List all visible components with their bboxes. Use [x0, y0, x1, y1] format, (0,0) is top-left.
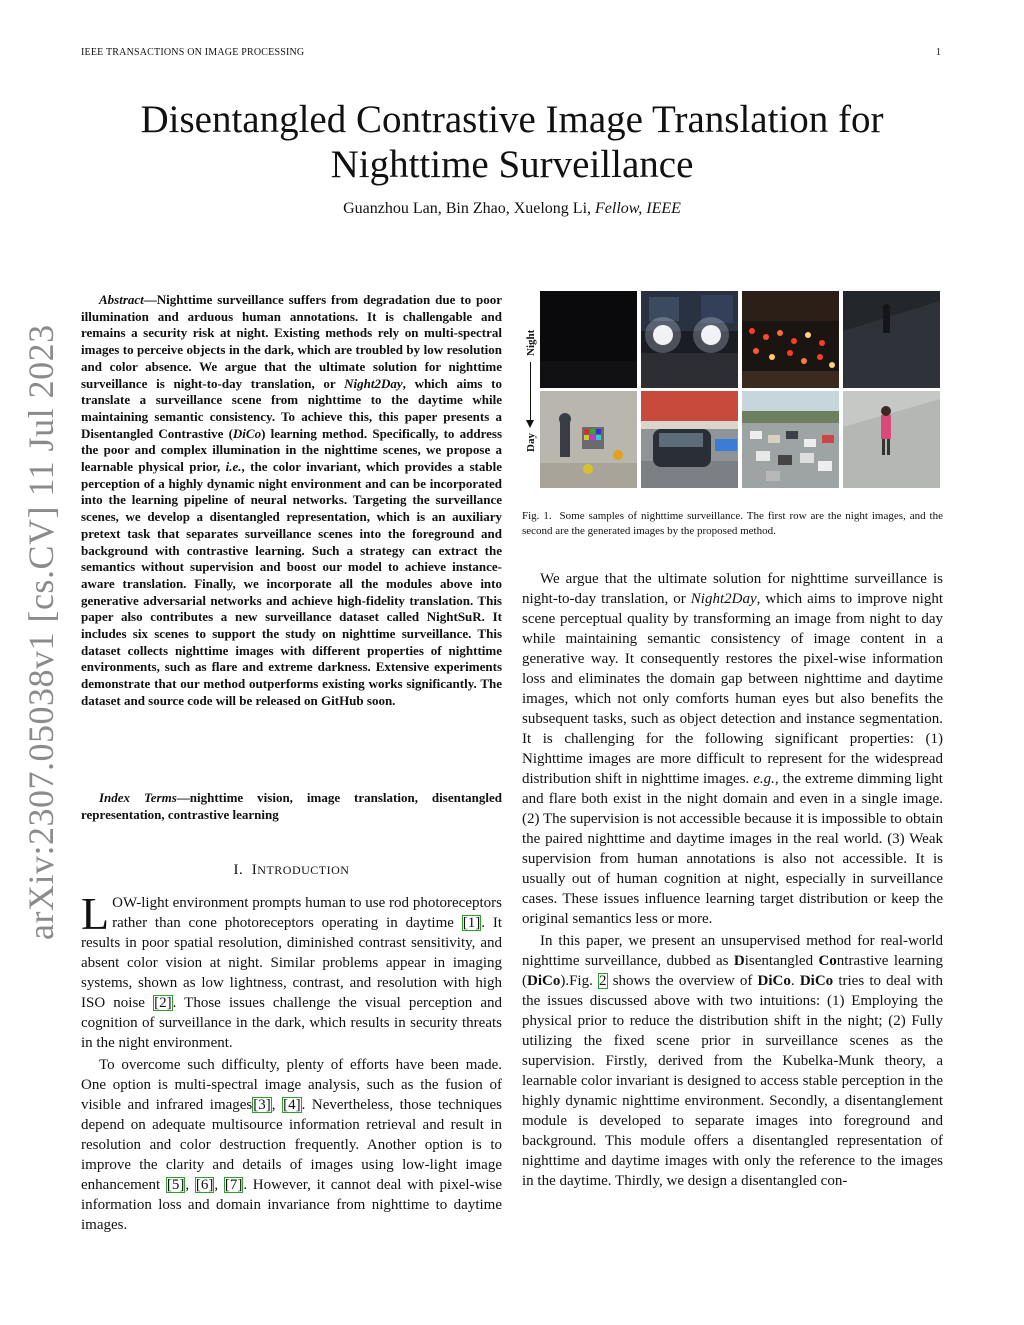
right-p2-e: shows the overview of [607, 973, 758, 989]
row-label-day: Day [525, 433, 537, 452]
intro-p2-sep2: , [214, 1177, 224, 1193]
intro-p2-a: To overcome such difficulty, plenty of efforts have been made. One option is multi-spectral image analysis, such as the fusion of visible and infrared images [81, 1057, 502, 1113]
intro-left-column [81, 888, 503, 1235]
citation-5[interactable]: [5] [166, 1177, 185, 1193]
citation-2[interactable]: [2] [154, 995, 172, 1011]
abstract-text-2: , which aims to translate a surveillance scene from nighttime to the daytime while maintaining semantic consistency. To achieve this, this paper presents a Disentangled Contrastive ( [81, 375, 502, 441]
intro-p2-sep1: , [185, 1177, 195, 1193]
right-p2-a: In this paper, we present an unsupervised method for real-world nighttime surveillance, dubbed as [522, 933, 943, 969]
right-p2-d: ).Fig. [560, 973, 599, 989]
figure-night-image-1 [540, 291, 637, 388]
figure-night-image-2 [641, 291, 738, 388]
right-p1-a: We argue that the ultimate solution for nighttime surveillance is night-to-day translation, or [522, 571, 943, 607]
figure-1-caption [522, 509, 943, 539]
figure-1-caption-text: Some samples of nighttime surveillance. The first row are the night images, and the second are the generated images by the proposed method. [522, 510, 943, 537]
figure-1-label: Fig. 1. [522, 510, 552, 522]
citation-7[interactable]: [7] [224, 1177, 243, 1193]
right-p2-b: isentangled [744, 953, 819, 969]
abstract-label: Abstract [99, 292, 144, 307]
abstract-text-4: , the color invariant, which provides a stable perception of a highly dynamic night environment and can be incorporated into the learning pipeline of neural networks. Targeting the surveillance scenes, we develop a disentangled representation, which is an auxiliary pretext task that separates surveillance scenes into the foreground and background with contrastive learning. Such a strategy can extract the semantics without supervision and boost our model to achieve instance-aware translation. Finally, we incorporate all the modules above into generative adversarial networks and achieve high-fidelity translation. This paper also contributes a new surveillance dataset called NightSuR. It includes six scenes to support the study on nighttime surveillance. This dataset collects nighttime images with different properties of nighttime environments, such as flare and extreme darkness. Extensive experiments demonstrate that our method outperforms existing works significantly. The dataset and source code will be released on GitHub soon. [81, 459, 502, 708]
arxiv-stamp: arXiv:2307.05038v1 [cs.CV] 11 Jul 2023 [21, 324, 61, 940]
intro-p1-a: OW-light environment prompts human to use rod photoreceptors rather than cone photoreceptors operating in daytime [112, 895, 502, 931]
figure-night-image-3 [742, 291, 839, 388]
section-title-first: I [251, 862, 258, 878]
dropcap: L [81, 888, 110, 939]
abstract-dash: — [143, 292, 157, 307]
citation-1[interactable]: [1] [462, 915, 481, 931]
figure-night-image-4 [843, 291, 940, 388]
right-p1-italic-eg: e.g. [753, 771, 775, 787]
right-p2-dico-2: DiCo [757, 973, 791, 989]
author-suffix: Fellow, IEEE [595, 200, 681, 217]
abstract [81, 292, 502, 710]
intro-p2-c: . Nevertheless, those techniques depend on adequate multisource information retrieval and result in resolution and color destruction frequently. Another option is to improve the clarity and details of images using low-light image enhancement [81, 1097, 503, 1193]
right-p1-italic-night2day: Night2Day [690, 591, 757, 607]
night-to-day-arrow-line [530, 362, 531, 424]
abstract-italic-night2day: Night2Day [344, 375, 403, 391]
index-terms-text: nighttime vision, image translation, disentangled representation, contrastive learning [81, 790, 502, 822]
right-p1-c: , the extreme dimming light and flare both exist in the night domain and even in a single image. (2) The supervision is not accessible because it is impossible to obtain the paired nighttime and daytime images in the real world. (3) Weak supervision from human annotations is also not accessible. It is usually out of human cognition at night, especially in surveillance cases. These issues influence learning target distribution or keep the original semantics less or more. [522, 771, 943, 927]
figure-day-image-4 [843, 391, 940, 488]
citation-6[interactable]: [6] [195, 1177, 214, 1193]
section-title-rest: NTRODUCTION [257, 863, 350, 877]
section-heading-introduction [81, 862, 502, 879]
citation-4[interactable]: [4] [283, 1097, 301, 1113]
index-terms [81, 790, 502, 823]
right-p2-g: tries to deal with the issues discussed above with two intuitions: (1) Employing the physical prior to reduce the distribution shift in the night; (2) Fully utilizing the fixed scene prior in surveillance scenes as the supervision. Firstly, derived from the Kubelka-Munk theory, a learnable color invariant is designed to access stable perception in the highly dynamic nighttime environment. Secondly, a disentanglement module is developed to separate images into foreground and background. This module offers a disentangled representation of nighttime and daytime images with only the reference to the images in the daytime. Thirdly, we design a disentangled con- [522, 973, 944, 1189]
night-to-day-arrow-head [526, 420, 534, 428]
right-p2-dico-1: DiCo [527, 973, 561, 989]
section-number: I. [233, 862, 244, 878]
figure-day-image-3 [742, 391, 839, 488]
index-terms-label: Index Terms [99, 790, 177, 805]
abstract-text-3: ) learning method. Specifically, to address the poor and complex illumination in the nighttime scenes, we propose a learnable physical prior, [81, 425, 503, 475]
intro-p2-d: . However, it cannot deal with pixel-wise information loss and domain invariance from nighttime to daytime images. [81, 1177, 503, 1233]
right-p2-bold-co: Co [818, 953, 837, 969]
running-header: IEEE TRANSACTIONS ON IMAGE PROCESSING [81, 47, 305, 58]
right-p2-f: . [790, 973, 800, 989]
abstract-italic-dico: DiCo [232, 425, 262, 441]
right-p1-b: , which aims to improve night scene perceptual quality by transforming an image from night to day while maintaining semantic consistency of image content in a generative way. It consequently restores the pixel-wise information loss and eliminates the domain gap between nighttime and daytime images, which not only comforts human eyes but also benefits the subsequent tasks, such as object detection and instance segmentation. It is challenging for the following significant properties: (1) Nighttime images are more difficult to represent for the widespread distribution shift in nighttime images. [522, 591, 943, 787]
figure-2-reference[interactable]: 2 [599, 973, 607, 989]
index-terms-dash: — [176, 790, 190, 805]
citation-3[interactable]: [3] [253, 1097, 271, 1113]
page-number: 1 [936, 47, 942, 58]
author-names: Guanzhou Lan, Bin Zhao, Xuelong Li, [343, 200, 592, 217]
intro-p2-sep: , [271, 1097, 283, 1113]
paper-title: Disentangled Contrastive Image Translation for Nighttime Surveillance [140, 98, 884, 186]
intro-p1-c: . Those issues challenge the visual perception and cognition of surveillance in the dark, which results in security threats in the night environment. [81, 995, 502, 1051]
right-p2-c: ntrastive learning ( [522, 953, 943, 989]
intro-right-column [522, 569, 943, 1191]
author-line [60, 200, 964, 218]
row-label-night: Night [525, 329, 537, 356]
figure-day-image-2 [641, 391, 738, 488]
abstract-italic-ie: i.e. [225, 459, 242, 475]
abstract-text-1: Nighttime surveillance suffers from degradation due to poor illumination and arduous human annotations. It is challengable and remains a security risk at night. Existing methods rely on multi-spectral images to perceive objects in the dark, which are troubled by low resolution and color absence. We argue that the ultimate solution for nighttime surveillance is night-to-day translation, or [81, 292, 502, 391]
right-p2-bold-d: D [733, 953, 745, 969]
intro-p1-b: . It results in poor spatial resolution, diminished contrast sensitivity, and absent color vision at night. Similar problems appear in imaging systems, shown as low lightness, contrast, and resolution with high ISO noise [81, 915, 502, 1011]
right-p2-dico-3: DiCo [799, 973, 834, 989]
figure-day-image-1 [540, 391, 637, 488]
